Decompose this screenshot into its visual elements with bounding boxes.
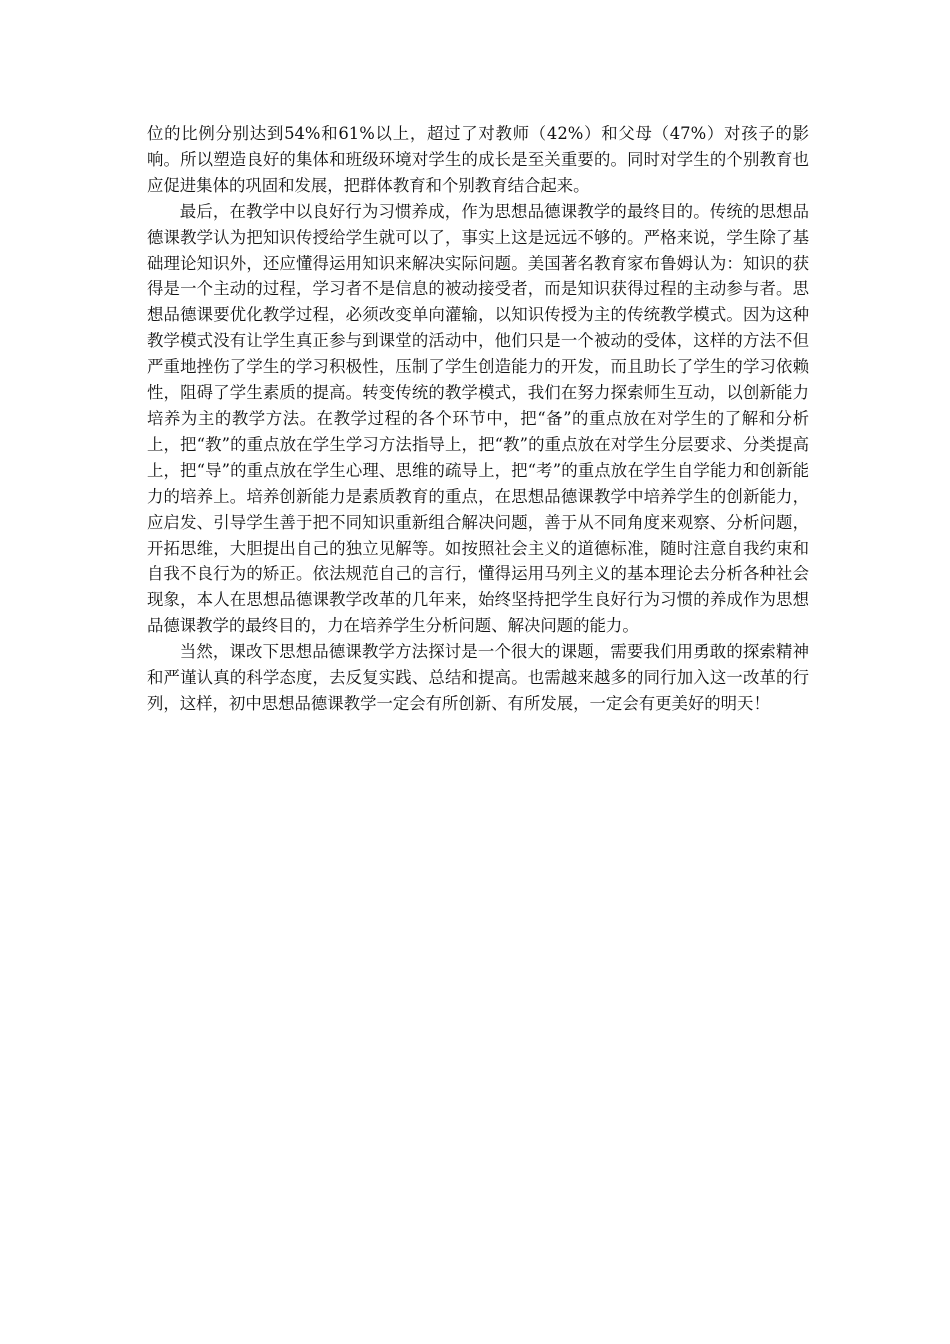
paragraph-conclusion: 当然，课改下思想品德课教学方法探讨是一个很大的课题，需要我们用勇敢的探索精神和严谨认真的科学态度，去反复实践、总结和提高。也需越来越多的同行加入这一改革的行列，这样，初中思想品德课教学一定会有所创新、有所发展，一定会有更美好的明天！ [147,642,809,713]
paragraph-final-goal: 最后，在教学中以良好行为习惯养成，作为思想品德课教学的最终目的。传统的思想品德课教学认为把知识传授给学生就可以了，事实上这是远远不够的。严格来说，学生除了基础理论知识外，还应懂得运用知识来解决实际问题。美国著名教育家布鲁姆认为：知识的获得是一个主动的过程，学习者不是信息的被动接受者，而是知识获得过程的主动参与者。思想品德课要优化教学过程，必须改变单向灌输，以知识传授为主的传统教学模式。因为这种教学模式没有让学生真正参与到课堂的活动中，他们只是一个被动的受体，这样的方法不但严重地挫伤了学生的学习积极性，压制了学生创造能力的开发，而且助长了学生的学习依赖性，阻碍了学生素质的提高。转变传统的教学模式，我们在努力探索师生互动，以创新能力培养为主的教学方法。在教学过程的各个环节中，把“备”的重点放在对学生的了解和分析上，把“教”的重点放在学生学习方法指导上，把“教”的重点放在对学生分层要求、分类提高上，把“导”的重点放在学生心理、思维的疏导上，把“考”的重点放在学生自学能力和创新能力的培养上。培养创新能力是素质教育的重点，在思想品德课教学中培养学生的创新能力，应启发、引导学生善于把不同知识重新组合解决问题，善于从不同角度来观察、分析问题，开拓思维，大胆提出自己的独立见解等。如按照社会主义的道德标准，随时注意自我约束和自我不良行为的矫正。依法规范自己的言行，懂得运用马列主义的基本理论去分析各种社会现象，本人在思想品德课教学改革的几年来，始终坚持把学生良好行为习惯的养成作为思想品德课教学的最终目的，力在培养学生分析问题、解决问题的能力。 [147,201,809,636]
paragraph-continuation: 位的比例分别达到54%和61%以上，超过了对教师（42%）和父母（47%）对孩子的影响。所以塑造良好的集体和班级环境对学生的成长是至关重要的。同时对学生的个别教育也应促进集体的巩固和发展，把群体教育和个别教育结合起来。 [147,124,809,195]
document-body [147,121,809,717]
